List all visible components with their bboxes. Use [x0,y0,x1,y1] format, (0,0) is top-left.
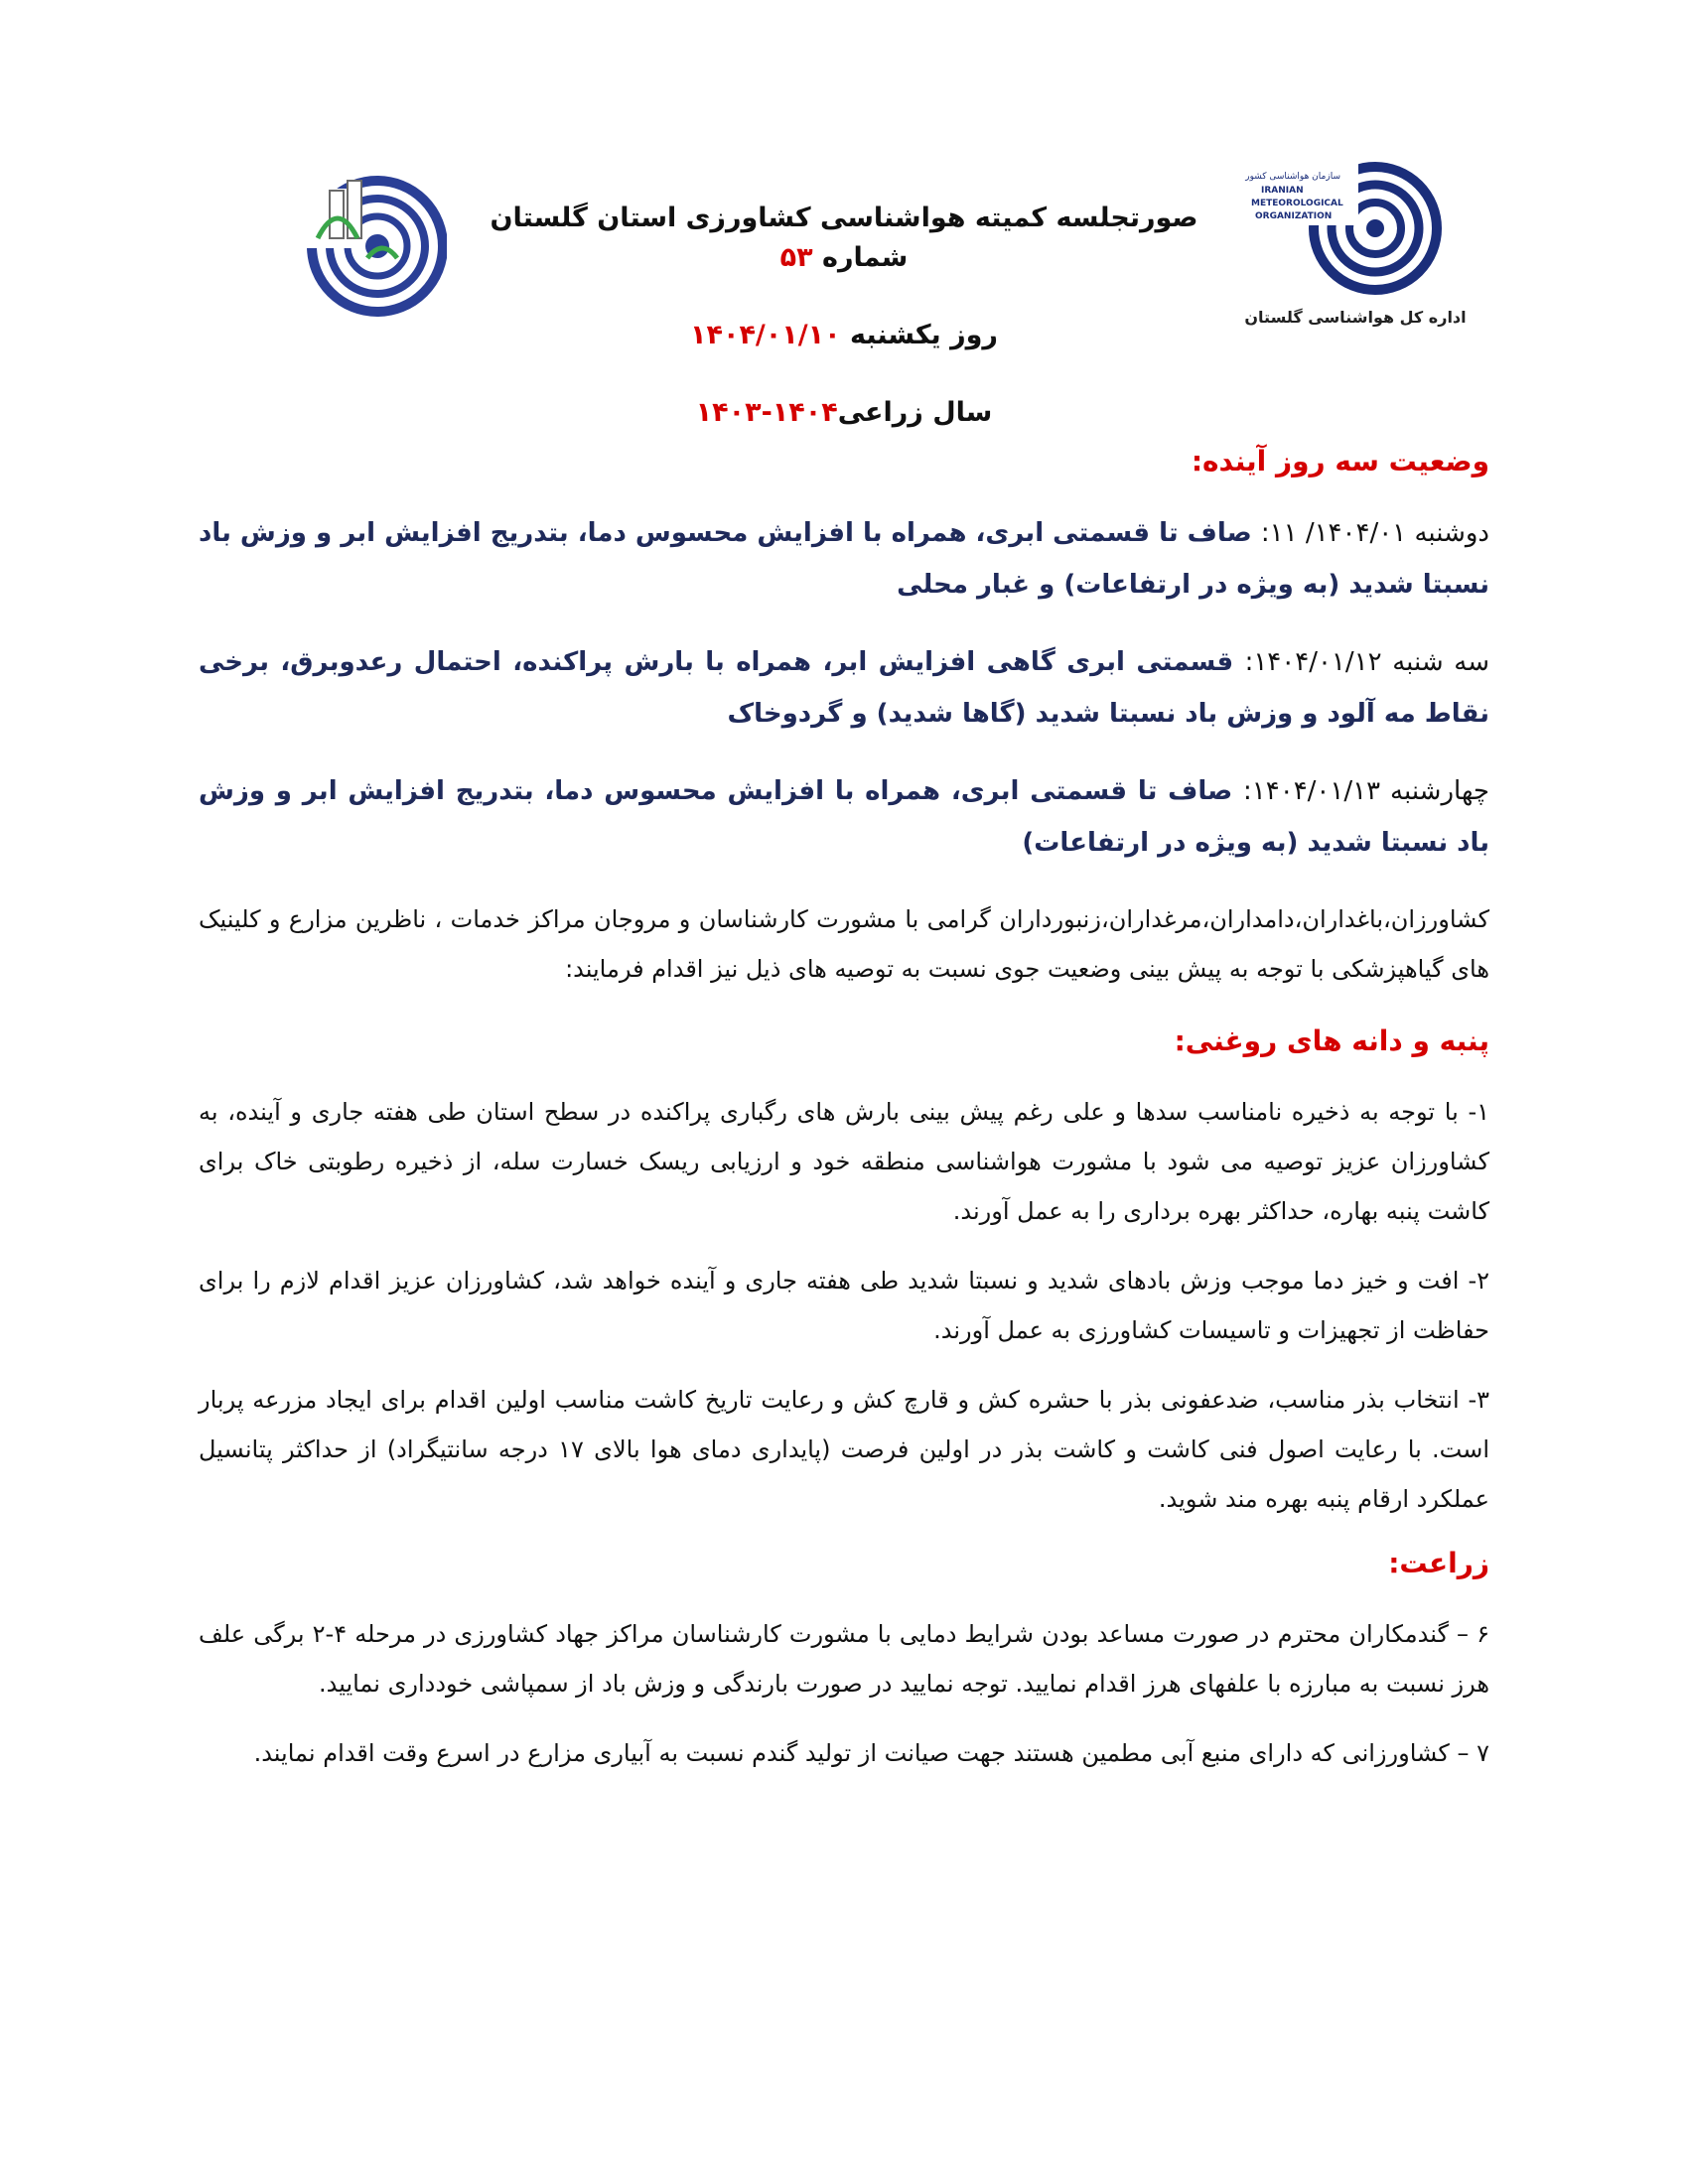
farming-item: ۶ – گندمکاران محترم در صورت مساعد بودن شرایط دمایی با مشورت کارشناسان مراکز جهاد کشاورزی در مرحله ۴-۲ برگی علف هرز نسبت به مبارزه با علفهای هرز اقدام نمایید. توجه نمایید در صورت بارندگی و وزش باد از سمپاشی خودداری نمایید. [199,1620,1490,1698]
forecast-day-text: صاف تا قسمتی ابری، همراه با افزایش محسوس دما، بتدریج افزایش ابر و وزش باد نسبتا شدید (به ویژه در ارتفاعات) و غبار محلی [199,518,1489,600]
header-year-value: ۱۴۰۴-۱۴۰۳ [695,397,838,428]
header-day [467,316,1221,355]
irimo-fa-text: سازمان هواشناسی کشور [1245,172,1340,182]
irimo-spiral-icon [1241,159,1470,298]
forecast-day-monday [199,507,1489,611]
cotton-section-title: پنبه و دانه های روغنی: [1174,1024,1489,1057]
forecast-title: وضعیت سه روز آینده: [1191,445,1489,478]
left-logo-icon [298,159,447,318]
forecast-day-tuesday [199,636,1489,740]
document-header [467,199,1221,471]
forecast-day-text: صاف تا قسمتی ابری، همراه با افزایش محسوس دما، بتدریج افزایش ابر و وزش باد نسبتا شدید (به ویژه در ارتفاعات) [199,776,1489,858]
header-title-text: صورتجلسه کمیته هواشناسی کشاورزی استان گلستان شماره [490,203,1198,273]
farming-section-title: زراعت: [1388,1547,1489,1579]
header-year-label: سال زراعی [837,397,993,428]
cotton-item: ۲- افت و خیز دما موجب وزش بادهای شدید و نسبتا شدید طی هفته جاری و آینده خواهد شد، کشاورزان عزیز اقدام لازم را برای حفاظت از تجهیزات و تاسیسات کشاورزی به عمل آورند. [199,1267,1489,1344]
irimo-en1-text: IRANIAN [1261,186,1304,196]
forecast-day-label: دوشنبه ۱۴۰۴/۰۱/ ۱۱: [1260,518,1489,548]
irimo-logo [1241,159,1470,333]
forecast-day-wednesday [199,765,1489,869]
forecast-day-text: قسمتی ابری گاهی افزایش ابر، همراه با بارش پراکنده، احتمال رعدوبرق، برخی نقاط مه آلود و وزش باد نسبتا شدید (گاها شدید) و گردوخاک [199,647,1489,729]
header-year [467,393,1221,433]
intro-paragraph: کشاورزان،باغداران،دامداران،مرغداران،زنبورداران گرامی با مشورت کارشناسان و مروجان مراکز خدمات ، ناظرین مزارع و کلینیک های گیاهپزشکی با توجه به پیش بینی وضعیت جوی نسبت به توصیه های ذیل نیز اقدام فرمایند: [199,905,1489,983]
header-day-label: روز یکشنبه [849,320,998,350]
forecast-day-label: سه شنبه ۱۴۰۴/۰۱/۱۲: [1244,647,1489,677]
irimo-en2-text: METEOROLOGICAL [1251,199,1343,208]
cotton-item: ۳- انتخاب بذر مناسب، ضدعفونی بذر با حشره کش و قارچ کش و رعایت تاریخ کاشت مناسب اولین اقدام برای ایجاد مزرعه پربار است. با رعایت اصول فنی کاشت و کاشت بذر در اولین فرصت (پایداری دمای هوا بالای ۱۷ درجه سانتیگراد) از حداکثر پتانسیل عملکرد ارقام پنبه بهره مند شوید. [199,1386,1490,1513]
irimo-caption: اداره کل هواشناسی گلستان [1244,308,1467,327]
header-day-date: ۱۴۰۴/۰۱/۱۰ [690,320,841,350]
cotton-item: ۱- با توجه به ذخیره نامناسب سدها و علی رغم پیش بینی بارش های رگباری پراکنده در سطح استان طی هفته جاری و آینده، به کشاورزان عزیز توصیه می شود با مشورت هواشناسی منطقه خود و ارزیابی ریسک خسارت سله، از ذخیره رطوبتی خاک برای کاشت پنبه بهاره، حداکثر بهره برداری را به عمل آورند. [199,1098,1489,1225]
document-body [199,442,1489,1798]
irimo-en3-text: ORGANIZATION [1255,211,1333,221]
header-title [467,199,1221,278]
forecast-day-label: چهارشنبه ۱۴۰۴/۰۱/۱۳: [1243,776,1490,806]
header-title-number: ۵۳ [779,242,813,273]
farming-item: ۷ – کشاورزانی که دارای منبع آبی مطمین هستند جهت صیانت از تولید گندم نسبت به آبیاری مزارع در اسرع وقت اقدام نمایند. [253,1739,1489,1767]
